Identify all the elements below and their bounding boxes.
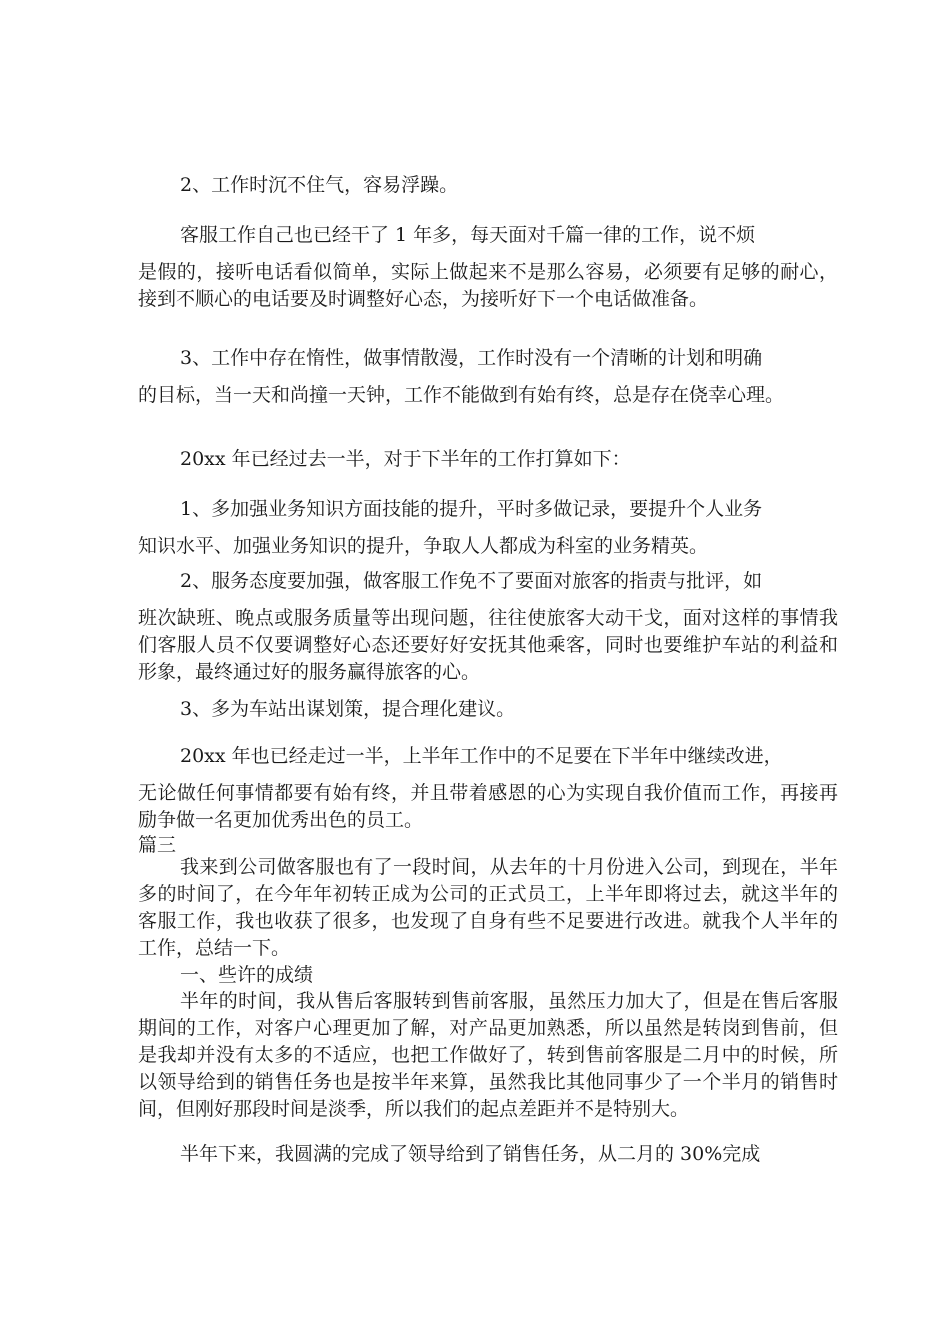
paragraph-customer-service-year — [138, 222, 838, 313]
paragraph-line: 是假的，接听电话看似简单，实际上做起来不是那么容易，必须要有足够的耐心，接到不顺心的电话要及时调整好心态，为接听好下一个电话做准备。 — [138, 261, 838, 310]
paragraph-plan-3: 3、多为车站出谋划策，提合理化建议。 — [180, 698, 516, 720]
paragraph-laziness — [138, 345, 838, 409]
paragraph-line: 1、多加强业务知识方面技能的提升，平时多做记录，要提升个人业务 — [180, 498, 763, 520]
section-title: 篇三 — [138, 834, 177, 856]
paragraph-line: 客服工作自己也已经干了 1 年多，每天面对千篇一律的工作，说不烦 — [180, 224, 756, 246]
heading-achievements: 一、些许的成绩 — [180, 964, 314, 986]
paragraph-line: 班次缺班、晚点或服务质量等出现问题，往往使旅客大动干戈，面对这样的事情我们客服人员不仅要调整好心态还要好好安抚其他乘客，同时也要维护车站的利益和形象，最终通过好的服务赢得旅客的心。 — [138, 607, 838, 683]
paragraph-sales-task: 半年下来，我圆满的完成了领导给到了销售任务，从二月的 30%完成 — [180, 1143, 761, 1165]
paragraph-line: 无论做任何事情都要有始有终，并且带着感恩的心为实现自我价值而工作，再接再励争做一名更加优秀出色的员工。 — [138, 782, 838, 831]
paragraph-line: 20xx 年也已经走过一半，上半年工作中的不足要在下半年中继续改进， — [180, 745, 783, 767]
paragraph-line: 2、服务态度要加强，做客服工作免不了要面对旅客的指责与批评，如 — [180, 570, 763, 592]
paragraph-intro: 我来到公司做客服也有了一段时间，从去年的十月份进入公司，到现在，半年多的时间了，在今年年初转正成为公司的正式员工，上半年即将过去，就这半年的客服工作，我也收获了很多，也发现了自身有些不足要进行改进。就我个人半年的工作，总结一下。 — [138, 856, 838, 959]
paragraph-work-impatience: 2、工作时沉不住气，容易浮躁。 — [180, 174, 459, 196]
paragraph-plan-1 — [138, 496, 838, 560]
paragraph-line: 知识水平、加强业务知识的提升，争取人人都成为科室的业务精英。 — [138, 535, 709, 557]
paragraph-line: 3、工作中存在惰性，做事情散漫，工作时没有一个清晰的计划和明确 — [180, 347, 763, 369]
paragraph-second-half-plan: 20xx 年已经过去一半，对于下半年的工作打算如下： — [180, 448, 631, 470]
paragraph-plan-2 — [138, 568, 838, 686]
paragraph-half-year: 半年的时间，我从售后客服转到售前客服，虽然压力加大了，但是在售后客服期间的工作，对客户心理更加了解，对产品更加熟悉，所以虽然是转岗到售前，但是我却并没有太多的不适应，也把工作做好了，转到售前客服是二月中的时候，所以领导给到的销售任务也是按半年来算，虽然我比其他同事少了一个半月的销售时间，但刚好那段时间是淡季，所以我们的起点差距并不是特别大。 — [138, 990, 838, 1120]
paragraph-summary — [138, 743, 838, 834]
paragraph-line: 的目标，当一天和尚撞一天钟，工作不能做到有始有终，总是存在侥幸心理。 — [138, 384, 785, 406]
